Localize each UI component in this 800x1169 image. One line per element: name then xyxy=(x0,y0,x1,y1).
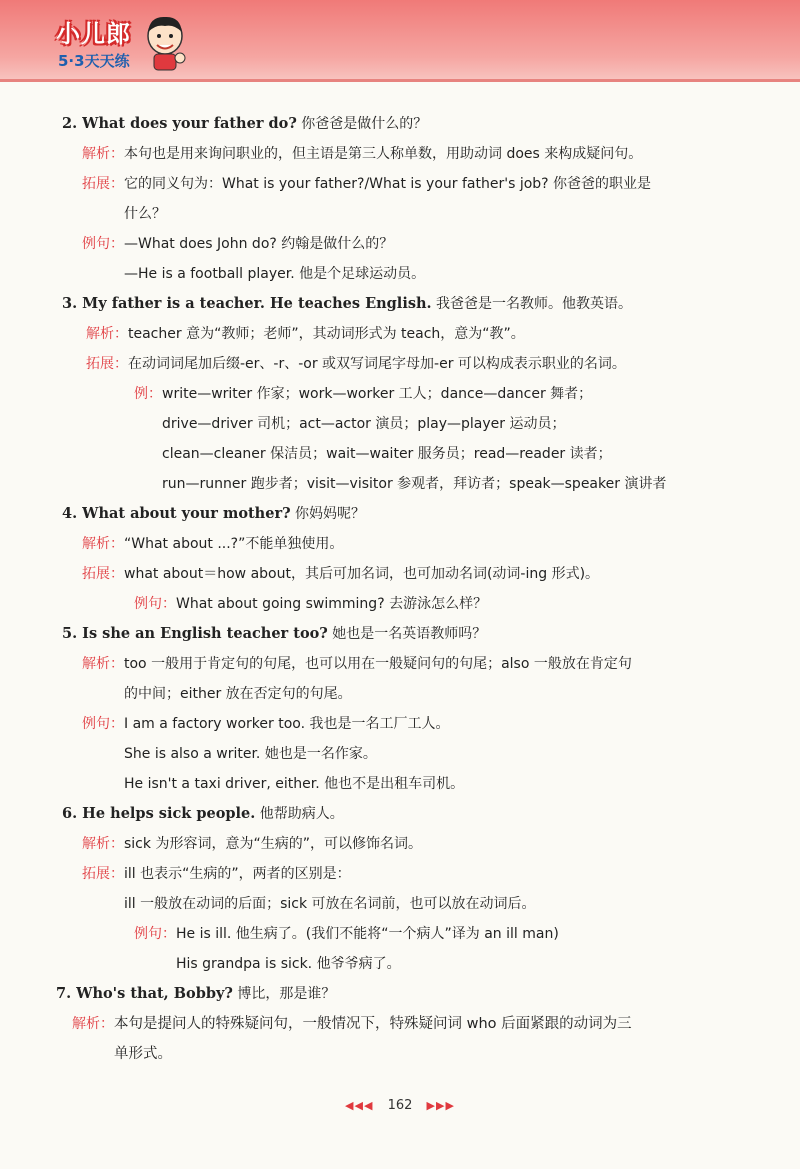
extension-line: 它的同义句为：What is your father?/What is your father's job? 你爸爸的职业是 xyxy=(124,176,652,192)
extension-label: 拓展： xyxy=(82,176,124,192)
analysis-line: 本句是提问人的特殊疑问句，一般情况下，特殊疑问词 who 后面紧跟的动词为三 xyxy=(114,1016,632,1032)
analysis-line: sick 为形容词，意为“生病的”，可以修饰名词。 xyxy=(124,836,422,852)
sentence-en: 2. What does your father do? xyxy=(62,115,297,132)
analysis-row xyxy=(0,142,800,166)
example-line: run—runner 跑步者；visit—visitor 参观者，拜访者；speak—speaker 演讲者 xyxy=(162,476,667,492)
sentence-en: 6. He helps sick people. xyxy=(62,805,256,822)
note-item xyxy=(0,112,800,286)
sentence-zh: 你妈妈呢？ xyxy=(290,506,366,522)
extension-row xyxy=(0,562,800,586)
analysis-label: 解析： xyxy=(82,656,124,672)
logo-subtitle: 5·3天天练 xyxy=(58,52,130,70)
extension-label: 拓展： xyxy=(82,866,124,882)
example-label: 例句： xyxy=(134,596,176,612)
example-row xyxy=(0,922,800,976)
example-line: drive—driver 司机；act—actor 演员；play—player 运动员； xyxy=(162,416,566,432)
sentence-zh: 他帮助病人。 xyxy=(255,806,344,822)
extension-row xyxy=(0,352,800,376)
logo-title: 小儿郎 xyxy=(56,20,131,48)
extension-label: 拓展： xyxy=(82,566,124,582)
analysis-line: “What about ...?”不能单独使用。 xyxy=(124,536,344,552)
page-header xyxy=(0,0,800,82)
analysis-line: 的中间；either 放在否定句的句尾。 xyxy=(124,686,352,702)
extension-line: 什么？ xyxy=(124,206,166,222)
analysis-label: 解析： xyxy=(72,1016,114,1032)
sentence-en: 3. My father is a teacher. He teaches English. xyxy=(62,295,432,312)
sentence-zh: 你爸爸是做什么的？ xyxy=(296,116,428,132)
sentence-heading xyxy=(0,802,800,826)
page-content xyxy=(0,112,800,1072)
example-line: clean—cleaner 保洁员；wait—waiter 服务员；read—reader 读者； xyxy=(162,446,612,462)
extension-row xyxy=(0,862,800,916)
sentence-heading xyxy=(0,622,800,646)
sentence-heading xyxy=(0,112,800,136)
note-item xyxy=(0,292,800,496)
analysis-row xyxy=(0,832,800,856)
sentence-zh: 博比，那是谁？ xyxy=(232,986,336,1002)
example-label: 例句： xyxy=(134,926,176,942)
analysis-line: too 一般用于肯定句的句尾，也可以用在一般疑问句的句尾；also 一般放在肯定句 xyxy=(124,656,632,672)
example-line: He isn't a taxi driver, either. 他也不是出租车司机。 xyxy=(124,776,465,792)
sentence-heading xyxy=(0,502,800,526)
analysis-line: 本句也是用来询问职业的，但主语是第三人称单数，用助动词 does 来构成疑问句。 xyxy=(124,146,643,162)
example-line: I am a factory worker too. 我也是一名工厂工人。 xyxy=(124,716,450,732)
sentence-zh: 她也是一名英语教师吗？ xyxy=(327,626,487,642)
example-row xyxy=(0,712,800,796)
extension-line: 在动词词尾加后缀-er、-r、-or 或双写词尾字母加-er 可以构成表示职业的名词。 xyxy=(128,356,626,372)
analysis-label: 解析： xyxy=(86,326,128,342)
note-item xyxy=(0,622,800,796)
note-item xyxy=(0,502,800,616)
analysis-row xyxy=(0,1012,800,1066)
extension-line: what about＝how about，其后可加名词，也可加动名词(动词-ing 形式)。 xyxy=(124,566,600,582)
page-number: 162 xyxy=(387,1098,413,1113)
analysis-row xyxy=(0,652,800,706)
analysis-label: 解析： xyxy=(82,836,124,852)
example-line: —He is a football player. 他是个足球运动员。 xyxy=(124,266,426,282)
sentence-heading xyxy=(0,292,800,316)
analysis-label: 解析： xyxy=(82,536,124,552)
example-line: He is ill. 他生病了。(我们不能将“一个病人”译为 an ill man) xyxy=(176,926,559,942)
extension-row xyxy=(0,172,800,226)
example-line: She is also a writer. 她也是一名作家。 xyxy=(124,746,377,762)
note-item xyxy=(0,802,800,976)
sentence-heading xyxy=(0,982,800,1006)
extension-line: ill 也表示“生病的”，两者的区别是： xyxy=(124,866,351,882)
sentence-zh: 我爸爸是一名教师。他教英语。 xyxy=(431,296,633,312)
example-line: —What does John do? 约翰是做什么的？ xyxy=(124,236,394,252)
example-row xyxy=(0,592,800,616)
example-label: 例句： xyxy=(82,236,124,252)
example-line: What about going swimming? 去游泳怎么样？ xyxy=(176,596,488,612)
extension-line: ill 一般放在动词的后面；sick 可放在名词前，也可以放在动词后。 xyxy=(124,896,536,912)
example-row xyxy=(0,382,800,496)
note-item xyxy=(0,982,800,1066)
example-label: 例句： xyxy=(82,716,124,732)
left-arrows-icon: ◀◀◀ xyxy=(345,1099,374,1112)
analysis-label: 解析： xyxy=(82,146,124,162)
analysis-line: 单形式。 xyxy=(114,1046,172,1062)
sentence-en: 5. Is she an English teacher too? xyxy=(62,625,328,642)
sentence-en: 4. What about your mother? xyxy=(62,505,291,522)
example-label: 例： xyxy=(134,386,162,402)
example-row xyxy=(0,232,800,286)
analysis-row xyxy=(0,322,800,346)
analysis-row xyxy=(0,532,800,556)
right-arrows-icon: ▶▶▶ xyxy=(426,1099,455,1112)
sentence-en: 7. Who's that, Bobby? xyxy=(56,985,233,1002)
example-line: His grandpa is sick. 他爷爷病了。 xyxy=(176,956,401,972)
extension-label: 拓展： xyxy=(86,356,128,372)
example-line: write—writer 作家；work—worker 工人；dance—dancer 舞者； xyxy=(162,386,593,402)
mascot-boy-icon xyxy=(142,14,188,72)
analysis-line: teacher 意为“教师；老师”，其动词形式为 teach，意为“教”。 xyxy=(128,326,525,342)
page-footer xyxy=(0,1098,800,1113)
